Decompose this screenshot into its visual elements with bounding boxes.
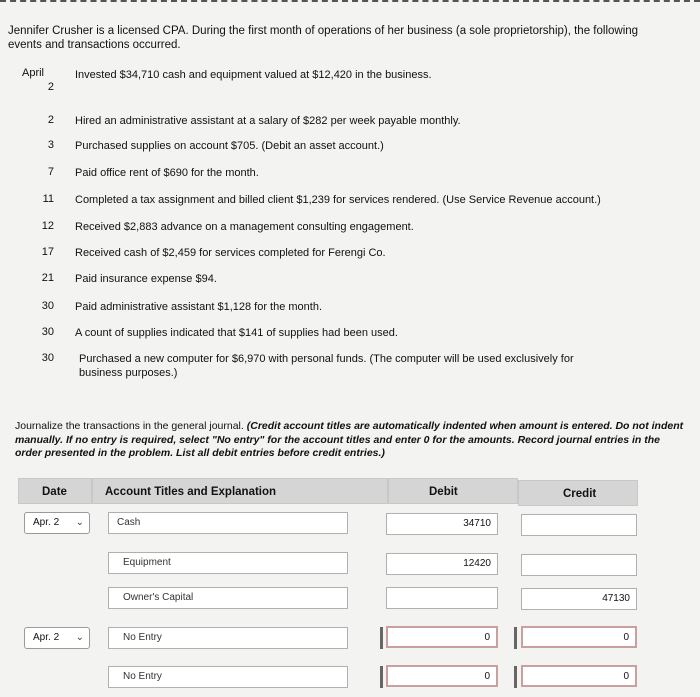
instructions-bold: (Credit account titles are automatically indented when amount is entered. Do not indent manually. If no entry is required, select "No entry" for the account titles and enter 0 for the amounts. Record journal entries in the order presented in the problem. List all debit entries before credit entries.) <box>15 420 684 459</box>
transaction-date: 2 <box>47 81 54 93</box>
transaction-text: Paid administrative assistant $1,128 for the month. <box>75 301 323 313</box>
transaction-row <box>0 114 700 132</box>
credit-input[interactable]: 47130 <box>521 588 637 610</box>
debit-input[interactable]: 0 <box>386 626 498 648</box>
transaction-date: 12 <box>41 220 54 232</box>
credit-input[interactable]: 0 <box>521 665 637 687</box>
transaction-text: Purchased a new computer for $6,970 with personal funds. (The computer will be used exclusively for business purposes.) <box>79 353 574 379</box>
date-select[interactable] <box>24 512 90 534</box>
header-credit: Credit <box>518 480 638 506</box>
field-marker <box>380 666 383 688</box>
transaction-date: 11 <box>42 193 54 205</box>
instructions-plain: Journalize the transactions in the general journal. <box>15 420 247 432</box>
month-label: April <box>22 67 45 79</box>
problem-intro: Jennifer Crusher is a licensed CPA. During the first month of operations of her business (a sole proprietorship), the following events and transactions occurred. <box>8 25 639 51</box>
header-account: Account Titles and Explanation <box>92 478 388 504</box>
transaction-row <box>0 68 700 93</box>
transaction-date: 17 <box>41 246 54 258</box>
header-debit: Debit <box>388 478 518 504</box>
transaction-row <box>0 246 700 264</box>
field-marker <box>514 666 517 688</box>
account-title-input[interactable]: No Entry <box>108 666 348 688</box>
account-title-input[interactable]: Cash <box>108 512 348 534</box>
date-select-value: Apr. 2 <box>33 517 60 528</box>
transaction-date: 30 <box>41 300 54 312</box>
transaction-row <box>0 139 700 157</box>
top-dashed-border <box>0 0 700 2</box>
date-select-value: Apr. 2 <box>33 632 60 643</box>
transaction-row <box>0 300 700 318</box>
transaction-text: Received cash of $2,459 for services completed for Ferengi Co. <box>75 247 386 259</box>
transaction-text: A count of supplies indicated that $141 of supplies had been used. <box>75 327 398 339</box>
transaction-row <box>0 193 700 211</box>
field-marker <box>514 627 517 649</box>
account-title-input[interactable]: No Entry <box>108 627 348 649</box>
transaction-date: 30 <box>41 326 54 338</box>
credit-input[interactable] <box>521 514 637 536</box>
transaction-text: Completed a tax assignment and billed client $1,239 for services rendered. (Use Service Revenue account.) <box>75 194 601 206</box>
transaction-text: Received $2,883 advance on a management consulting engagement. <box>75 221 414 233</box>
transaction-row <box>0 272 700 290</box>
credit-input[interactable] <box>521 554 637 576</box>
transaction-row <box>0 352 700 382</box>
transaction-date: 30 <box>41 352 54 364</box>
transaction-text: Paid office rent of $690 for the month. <box>75 167 259 179</box>
transaction-text: Paid insurance expense $94. <box>75 273 217 285</box>
transaction-date: 7 <box>47 166 54 178</box>
account-title-input[interactable]: Owner's Capital <box>108 587 348 609</box>
header-date: Date <box>18 478 92 504</box>
debit-input[interactable] <box>386 587 498 609</box>
date-select[interactable] <box>24 627 90 649</box>
debit-input[interactable]: 34710 <box>386 513 498 535</box>
transaction-date: 3 <box>47 139 54 151</box>
transaction-date: 2 <box>47 114 54 126</box>
account-title-input[interactable]: Equipment <box>108 552 348 574</box>
chevron-down-icon: ⌄ <box>75 632 84 643</box>
field-marker <box>380 627 383 649</box>
transaction-row <box>0 220 700 238</box>
transaction-row <box>0 326 700 344</box>
debit-input[interactable]: 12420 <box>386 553 498 575</box>
transaction-date: 21 <box>41 272 54 284</box>
transaction-text: Invested $34,710 cash and equipment valued at $12,420 in the business. <box>75 69 432 81</box>
chevron-down-icon: ⌄ <box>75 517 84 528</box>
transaction-row <box>0 166 700 184</box>
credit-input[interactable]: 0 <box>521 626 637 648</box>
journal-instructions <box>15 420 685 461</box>
transaction-text: Hired an administrative assistant at a salary of $282 per week payable monthly. <box>75 115 461 127</box>
transaction-text: Purchased supplies on account $705. (Debit an asset account.) <box>75 140 384 152</box>
debit-input[interactable]: 0 <box>386 665 498 687</box>
